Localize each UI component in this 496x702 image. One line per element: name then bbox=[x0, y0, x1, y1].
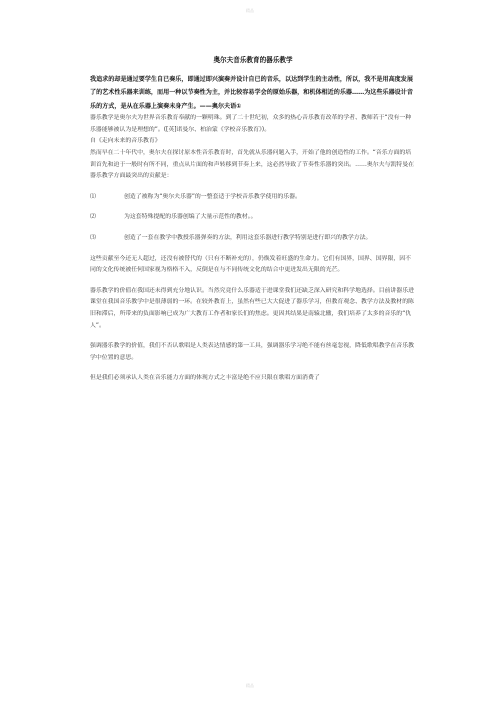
list-text: 创造了一套在教学中教授乐器弹奏的方法，利用这套乐器进行教学特别是进行即兴的教学方法。 bbox=[124, 234, 372, 241]
document-body bbox=[90, 56, 416, 385]
paragraph-4: 这些贡献至今还无人超过，还没有被替代的（只有不断补充的），仍焕发着旺盛的生命力。它们有国界，国界、国界限，因不同的文化传统被任何国家视为格格不入，反倒是在与不同传统文化的结合中更迸发出无限的光芒。 bbox=[90, 255, 412, 274]
paragraph-3: 然而早在二十年代中，奥尔夫在探讨原本性音乐教育时，首先就从乐器问题入手，开始了他的创造性的工作。“音乐方面的培训首先和迫于一般时有所不同，重点从片面的和声转移到节奏上来，这必然导致了节奏性乐器的突出。……奥尔夫与凯特曼在器乐教学方面最突出的贡献是： bbox=[90, 150, 414, 180]
paragraph-2: 自《走向未来的音乐教育》 bbox=[90, 138, 161, 145]
paragraph-5: 器乐教学的价值在我国还未得到充分地认识。当然究竟什么乐器适于进课堂我们还缺乏深入研究和科学地选择。目前讲器乐进课堂在我国音乐教学中是很薄弱的一环。在较外教育上，虽然有些已大大促进了器乐学习，但教育观念、教学方法及教材的陈旧和滞后，所带来的负面影响已成为广大教育工作者和家长们的焦虑。更因其结果是南辕北辙，我们培养了太多的音乐的“仇人”。 bbox=[90, 287, 414, 329]
list-number: ⑵ bbox=[90, 214, 96, 221]
list-number: ⑴ bbox=[90, 193, 96, 200]
watermark-bottom: 精品 bbox=[246, 683, 254, 688]
watermark-top: 精品 bbox=[246, 8, 254, 13]
list-item bbox=[90, 233, 416, 245]
paragraph-6: 强调器乐教学的价值，我们不否认歌唱是人类表达情感的第一工具，强调器乐学习绝不能有丝毫忽视，降低歌唱教学在音乐教学中位置的意思。 bbox=[90, 343, 414, 361]
intro-quote: 我追求的却是通过要学生自已奏乐，即通过即兴演奏并设计自已的音乐，以达到学生的主动性，所以，我不是用高度发展了的艺术性乐器来训练，而用一种以节奏性为主，并比较容易学会的原始乐器，和机体相近的乐器……为这些乐器设计音乐的方式，是从在乐器上演奏未身产生。——奥尔夫语① bbox=[90, 76, 413, 110]
list-number: ⑶ bbox=[90, 234, 96, 241]
paragraph-1: 器乐教学是奥尔夫为世界音乐教育奉献的一颗明珠。到了二十世纪初，众多的热心音乐教育改革的学者、教师若于“没有一种乐器能够被认为是理想的”。([英]诺曼尔、柏治蒙《学校音乐教育》)。 bbox=[90, 115, 412, 133]
paragraph-7: 但是我们必须承认人类在音乐能力方面的体现方式之丰富是绝不应只限在歌唱方面消费了 bbox=[90, 375, 320, 382]
list-text: 创造了被称为“奥尔夫乐器”的一整套适于学校音乐教学使用的乐器。 bbox=[124, 193, 301, 200]
list-text: 为这套特殊提配的乐器创编了大量示范性的教材。。 bbox=[124, 214, 257, 221]
list-item bbox=[90, 212, 416, 224]
document-title: 奥尔夫音乐教育的器乐教学 bbox=[213, 56, 293, 64]
list-item bbox=[90, 192, 416, 204]
